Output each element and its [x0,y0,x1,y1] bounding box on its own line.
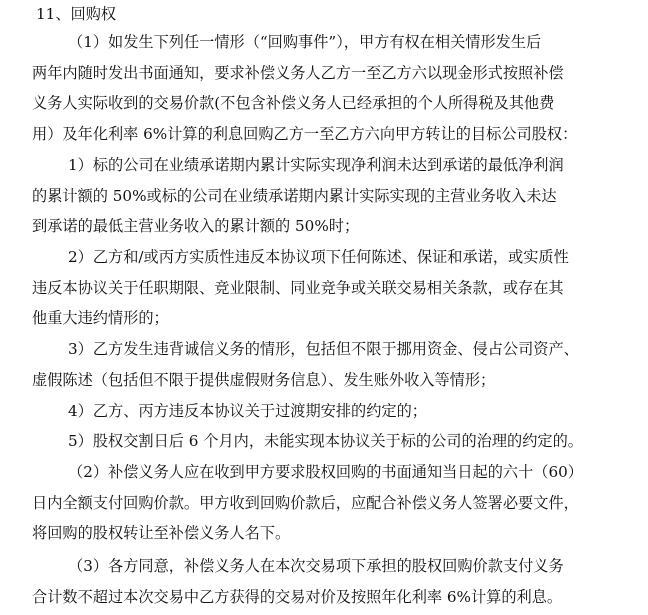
condition-item-line: 2）乙方和/或丙方实质性违反本协议项下任何陈述、保证和承诺，或实质性 [68,248,569,266]
clause-1-line: 两年内随时发出书面通知，要求补偿义务人乙方一至乙方六以现金形式按照补偿 [32,64,564,82]
condition-item-line: 到承诺的最低主营业务收入的累计额的 50%时； [32,217,360,235]
clause-1-line: 义务人实际收到的交易价款(不包含补偿义务人已经承担的个人所得税及其他费 [32,94,555,112]
section-title: 11、回购权 [36,5,117,23]
condition-item-line: 他重大违约情形的； [32,309,169,327]
condition-item-line: 的累计额的 50%或标的公司在业绩承诺期内累计实际实现的主营业务收入未达 [32,187,557,205]
clause-3-line: 合计数不超过本次交易中乙方获得的交易对价及按照年化利率 6%计算的利息。 [32,588,563,606]
condition-item-line: 虚假陈述（包括但不限于提供虚假财务信息）、发生账外收入等情形； [32,371,496,389]
clause-3-line: （3）各方同意，补偿义务人在本次交易项下承担的股权回购价款支付义务 [68,557,564,575]
condition-item-line: 4）乙方、丙方违反本协议关于过渡期安排的约定的； [68,402,427,420]
clause-1-line: 用）及年化利率 6%计算的利息回购乙方一至乙方六向甲方转让的目标公司股权： [32,125,578,143]
clause-2-line: （2）补偿义务人应在收到甲方要求股权回购的书面通知当日起的六十（60） [68,463,583,481]
condition-item-line: 5）股权交割日后 6 个月内，未能实现本协议关于标的公司的治理的约定的。 [68,432,583,450]
clause-1-line: （1）如发生下列任一情形（“回购事件”），甲方有权在相关情形发生后 [68,33,542,51]
condition-item-line: 3）乙方发生违背诚信义务的情形，包括但不限于挪用资金、侵占公司资产、 [68,340,579,358]
clause-2-line: 日内全额支付回购价款。甲方收到回购价款后，应配合补偿义务人签署必要文件， [32,494,579,512]
condition-item-line: 违反本协议关于任职期限、竞业限制、同业竞争或关联交易相关条款，或存在其 [32,279,564,297]
clause-2-line: 将回购的股权转让至补偿义务人名下。 [32,524,291,542]
condition-item-line: 1）标的公司在业绩承诺期内累计实际实现净利润未达到承诺的最低净利润 [68,156,564,174]
